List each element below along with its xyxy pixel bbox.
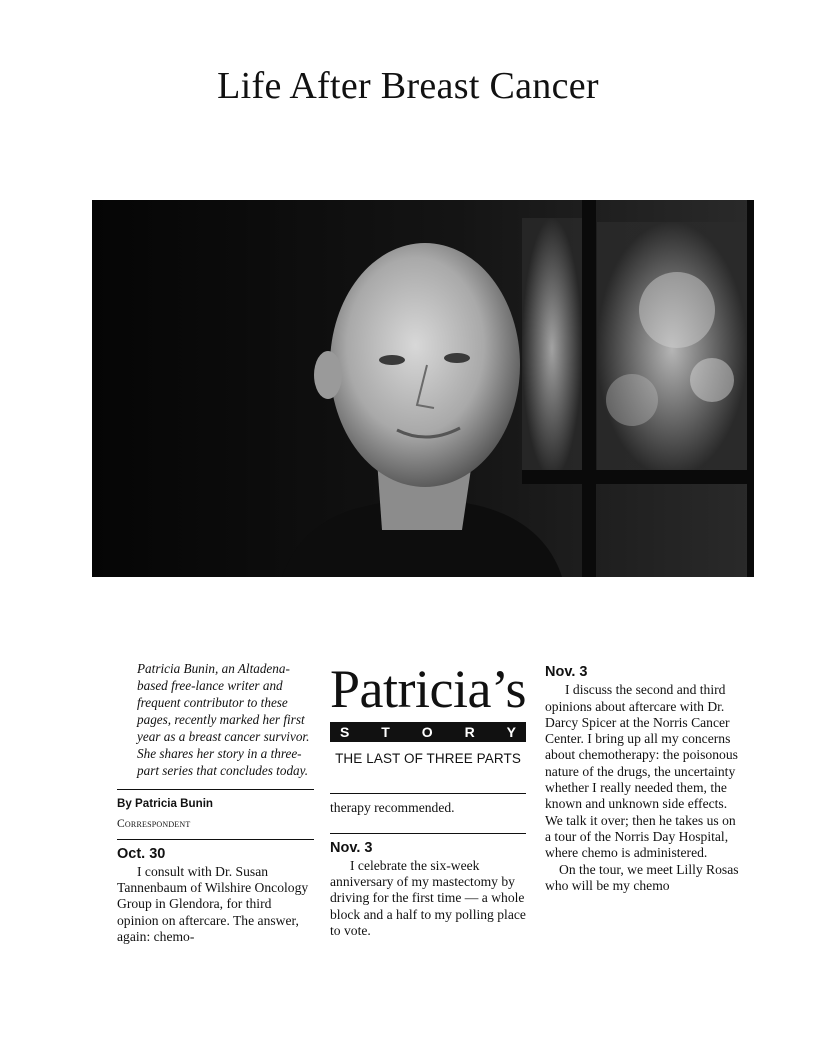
story-letter: Y xyxy=(506,723,516,740)
entry-continued: therapy recommended. xyxy=(330,800,455,816)
divider xyxy=(330,793,526,794)
story-letter: O xyxy=(421,723,433,740)
column-1 xyxy=(117,660,314,945)
entry-text: I consult with Dr. Susan Tannenbaum of Wilshire Oncology Group in Glendora, for third opinion on aftercare. The answer, again: chemo- xyxy=(117,863,309,945)
story-letter: S xyxy=(340,723,350,740)
byline: By Patricia Bunin xyxy=(117,797,213,810)
story-letter: T xyxy=(381,723,390,740)
portrait-photo xyxy=(92,200,754,577)
author-intro: Patricia Bunin, an Altadena-based free-lance writer and frequent contributor to these pages, recently marked her first year as a breast cancer survivor. She shares her story in a three-part series that concludes today. xyxy=(137,661,310,778)
divider xyxy=(117,789,314,790)
column-3 xyxy=(545,660,741,894)
entry-text: I celebrate the six-week anniversary of my mastectomy by driving for the first time — a whole block and a half to my polling place to vote. xyxy=(330,857,526,939)
byline-role: Correspondent xyxy=(117,817,191,831)
portrait-illustration xyxy=(92,200,754,577)
entry-date: Oct. 30 xyxy=(117,845,166,862)
column-2 xyxy=(330,660,526,939)
series-subtitle: THE LAST OF THREE PARTS xyxy=(335,751,521,766)
story-letter: R xyxy=(464,723,475,740)
entry-date: Nov. 3 xyxy=(545,664,588,680)
entry-date: Nov. 3 xyxy=(330,839,373,856)
page-title: Life After Breast Cancer xyxy=(217,65,599,107)
divider xyxy=(117,839,314,840)
entry-text-continued: On the tour, we meet Lilly Rosas who will be my chemo xyxy=(545,861,739,893)
entry-text: I discuss the second and third opinions about aftercare with Dr. Darcy Spicer at the Norris Cancer Center. I bring up all my concerns about chemotherapy: the poisonous nature of the drugs, the uncertainty whether I really needed them, the known and unknown side effects. We talk it over; then he takes us on a tour of the Norris Day Hospital, where chemo is administered. xyxy=(545,682,738,861)
divider xyxy=(330,833,526,834)
story-masthead-title: Patricia’s xyxy=(330,659,526,719)
story-banner xyxy=(330,722,526,742)
